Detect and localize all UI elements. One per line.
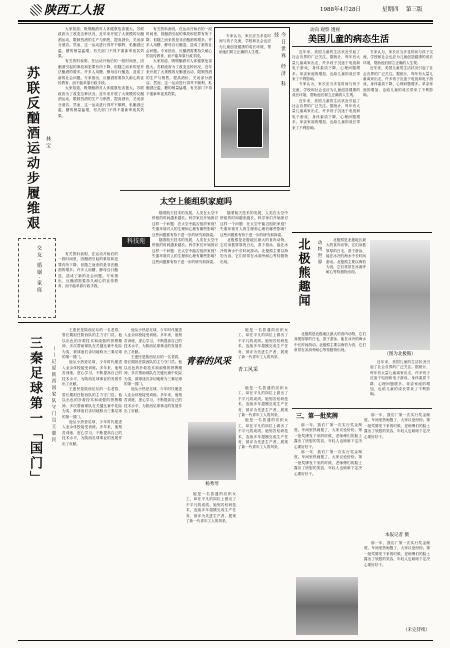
polarbear-text-right xyxy=(370,360,430,402)
masthead-rule xyxy=(18,20,433,22)
article-football xyxy=(62,328,122,638)
article-football-col2-p3: 他从小热爱足球，少年时代便进入业余体校接受训练。多年来，他刻苦训练，虚心学习，不断提高自己的技术水平，为陕西足球事业的发展作出了贡献。 xyxy=(124,387,182,414)
football-subtitle: ——记原陕西国家队守门员王惠民 xyxy=(51,346,56,444)
masthead-ornament xyxy=(30,4,42,16)
right-banner-title: 美国儿童的病态生活 xyxy=(308,35,390,45)
polarbear-text-p1: 北极熊是北极地区最大的食肉动物，它们身披厚厚的白毛，善于游泳，能在冰冷的海水中长时间游动。北极熊主要以海豹为食，它们常常在冰洞旁耐心等待猎物出现。 xyxy=(326,238,366,275)
article-antialcohol-col2-p1: 有关资料表明，在运动开始后的一段时间里，因酗酒引起的事故和犯罪有所下降，但随之而来的是非法酿酒的增多。许多人用糖、酵母自行酿造，造成了新的社会问题。专家指出，反酗酒需要持久耐心的宣传教育，而不能单靠行政手段。 xyxy=(146,27,212,59)
youth-portrait-caption: 杨秀琴 xyxy=(205,482,219,487)
article-antialcohol-col2 xyxy=(146,27,212,187)
youth-feature-box xyxy=(184,326,290,638)
masthead-weekday: 星期四 xyxy=(382,7,399,13)
essay-col1 xyxy=(294,423,362,573)
left-headline-box xyxy=(18,26,56,236)
article-left-lower xyxy=(58,252,118,317)
essay-col2 xyxy=(364,413,430,533)
right-mid-rule xyxy=(292,232,432,233)
polarbear-kicker: 动物世界 xyxy=(317,240,322,266)
polarbear-text-right-p1: 近年来，美国儿童的生活状况引起了社会各界的广泛关注。据统计，每年有大量儿童离家出走，许多孩子沉迷于电视和电子游戏，身体素质下降，心理问题增多。单亲家庭的增加，也给儿童的成长带来了不利影响。 xyxy=(370,360,430,397)
youth-text-left-p1: 她是一名普通的纺织女工，却在平凡的岗位上做出了不平凡的成绩。她刻苦钻研技术，连续多年超额完成生产任务，被评为先进生产者，展现了新一代青年工人的风采。 xyxy=(186,492,236,524)
left-vertical-byline: 林宝 xyxy=(45,136,51,150)
article-football-p2: 他从小热爱足球，少年时代便进入业余体校接受训练。多年来，他刻苦训练，虚心学习，不断提高自己的技术水平，为陕西足球事业的发展作出了贡献。 xyxy=(62,360,122,387)
center-col-tags: 今日世界 经济 科技 xyxy=(273,32,286,89)
youth-text-main-p2: 她是一名普通的纺织女工，却在平凡的岗位上做出了不平凡的成绩。她刻苦钻研技术，连续多年超额完成生产任务，被评为先进生产者，展现了新一代青年工人的风采。 xyxy=(238,418,288,450)
article-football-col2-p1: 他从小热爱足球，少年时代便进入业余体校接受训练。多年来，他刻苦训练，虚心学习，不断提高自己的技术水平，为陕西足球事业的发展作出了贡献。 xyxy=(124,328,182,354)
essay-col2-p1: 那一年，我们厂第一次实行奖金制度。车间里热闹极了，大家议论纷纷。第一批奖牌发下来的时候，老师傅们的脸上露出了欣慰的笑容，年轻人也暗暗下定决心要好好干。 xyxy=(364,413,430,439)
space-text-col2-p2: 北极熊是北极地区最大的食肉动物，它们身披厚厚的白毛，善于游泳，能在冰冷的海水中长时间游动。北极熊主要以海豹为食，它们常常在冰洞旁耐心等待猎物出现。 xyxy=(220,238,288,264)
masthead-date: 1988年4月28日 xyxy=(320,7,361,13)
space-title: 太空上能组织家庭吗 xyxy=(160,197,232,206)
sci-tag: 科技苑 xyxy=(122,237,150,247)
youth-text-left xyxy=(186,492,236,636)
masthead-rule-thin xyxy=(18,23,433,24)
essay-photo xyxy=(296,577,358,635)
mid-page-rule xyxy=(18,322,290,323)
article-us-children-p1: 近年来，美国儿童的生活状况引起了社会各界的广泛关注。据统计，每年有大量儿童离家出走，许多孩子沉迷于电视和电子游戏，身体素质下降，心理问题增多。单亲家庭的增加，也给儿童的成长带来了不利影响。 xyxy=(292,50,360,82)
article-us-children-p2: 专家认为，家长应当多花时间与孩子交流，学校和社会也应为儿童创造健康的成长环境，帮助他们树立正确的人生观。 xyxy=(292,82,360,98)
article-football-p3: 王惠民是陕西足坛的一名老将，曾长期担任陕西队的主力守门员。他以出色的扑救技术和顽强的拼搏精神，多次帮助球队在关键比赛中化险为夷，被球迷们亲切地称为三秦足球的第一国门。 xyxy=(62,387,122,419)
essay-photo-credit: 本报记者 摄 xyxy=(385,533,409,538)
masthead-page: 第三版 xyxy=(406,7,423,13)
masthead-name: 陕西工人报 xyxy=(44,3,105,17)
space-text-col2 xyxy=(220,211,288,315)
page-bottom-rule xyxy=(18,640,433,641)
polarbear-caption: （图为北极熊） xyxy=(384,352,416,357)
center-feature-inset xyxy=(237,108,263,148)
polarbear-text-lower-p1: 北极熊是北极地区最大的食肉动物，它们身披厚厚的白毛，善于游泳，能在冰冷的海水中长时间游动。北极熊主要以海豹为食，它们常常在冰洞旁耐心等待猎物出现。 xyxy=(294,332,366,353)
essay-col2-lower-p1: 那一年，我们厂第一次实行奖金制度。车间里热闹极了，大家议论纷纷。第一批奖牌发下来的时候，老师傅们的脸上露出了欣慰的笑容，年轻人也暗暗下定决心要好好干。 xyxy=(364,541,430,567)
space-text-col2-p1: 随着航天技术的发展，人类在太空中停留的时间越来越长。科学家们开始探讨这样一个问题：在太空中能否组织家庭？失重环境对人的生理和心理有哪些影响？这些问题都有待于进一步的研究和探索。 xyxy=(220,211,288,237)
space-article-box xyxy=(120,190,290,318)
essay-note: （未完待续） xyxy=(403,628,430,633)
football-headline-box xyxy=(18,326,60,516)
essay-title: 三、第一批奖牌 xyxy=(296,413,339,420)
marriage-box xyxy=(18,238,56,318)
football-title: 三秦足球第一「国门」 xyxy=(27,336,42,486)
youth-title: 青春的风采 xyxy=(186,357,232,367)
space-text-col1-p1: 随着航天技术的发展，人类在太空中停留的时间越来越长。科学家们开始探讨这样一个问题：在太空中能否组织家庭？失重环境对人的生理和心理有哪些影响？这些问题都有待于进一步的研究和探索。 xyxy=(152,211,218,237)
marriage-vertical: 交友·婚姻·家庭 xyxy=(36,245,42,295)
youth-portrait xyxy=(188,422,236,480)
center-feature-text xyxy=(219,34,271,86)
article-antialcohol-p2: 有关资料表明，在运动开始后的一段时间里，因酗酒引起的事故和犯罪有所下降，但随之而来的是非法酿酒的增多。许多人用糖、酵母自行酿造，造成了新的社会问题。专家指出，反酗酒需要持久耐心的宣传教育，而不能单靠行政手段。 xyxy=(58,59,144,86)
article-antialcohol-p3: 大家知道，吸烟酗酒对人体健康危害极大。苏联政府为了改变这种状况，近年来开展了大规模的反酗酒运动，限制烈酒的生产与销售，提高酒价，关闭部分酒店。然而，这一运动进行得并不顺利，私酿酒泛滥，糖的销量猛增，有关部门不得不重新审视其效果。 xyxy=(58,86,144,118)
polarbear-photo xyxy=(370,240,430,350)
article-antialcohol-p1: 大家知道，吸烟酗酒对人体健康危害极大。苏联政府为了改变这种状况，近年来开展了大规模的反酗酒运动，限制烈酒的生产与销售，提高酒价，关闭部分酒店。然而，这一运动进行得并不顺利，私酿酒泛滥，糖的销量猛增，有关部门不得不重新审视其效果。 xyxy=(58,27,144,59)
article-us-children xyxy=(292,50,360,228)
article-football-p1: 王惠民是陕西足坛的一名老将，曾长期担任陕西队的主力守门员。他以出色的扑救技术和顽强的拼搏精神，多次帮助球队在关键比赛中化险为夷，被球迷们亲切地称为三秦足球的第一国门。 xyxy=(62,328,122,360)
polarbear-text-lower xyxy=(294,332,366,402)
right-banner-kicker: 动向 观察 透视 xyxy=(310,28,340,33)
right-banner xyxy=(292,27,432,47)
worker-tag: 青工风采 xyxy=(238,367,259,373)
space-text-col1 xyxy=(152,211,218,315)
youth-text-top-p1: 她是一名普通的纺织女工，却在平凡的岗位上做出了不平凡的成绩。她刻苦钻研技术，连续多年超额完成生产任务，被评为先进生产者，展现了新一代青年工人的风采。 xyxy=(238,328,288,360)
youth-text-main-p1: 她是一名普通的纺织女工，却在平凡的岗位上做出了不平凡的成绩。她刻苦钻研技术，连续多年超额完成生产任务，被评为先进生产者，展现了新一代青年工人的风采。 xyxy=(238,386,288,418)
article-football-col2-p2: 王惠民是陕西足坛的一名老将，曾长期担任陕西队的主力守门员。他以出色的扑救技术和顽强的拼搏精神，多次帮助球队在关键比赛中化险为夷，被球迷们亲切地称为三秦足球的第一国门。 xyxy=(124,355,182,387)
article-antialcohol-col2-p2: 大家知道，吸烟酗酒对人体健康危害极大。苏联政府为了改变这种状况，近年来开展了大规模的反酗酒运动，限制烈酒的生产与销售，提高酒价，关闭部分酒店。然而，这一运动进行得并不顺利，私酿酒泛滥，糖的销量猛增，有关部门不得不重新审视其效果。 xyxy=(146,59,212,96)
article-football-col2 xyxy=(124,328,182,638)
article-left-lower-p1: 有关资料表明，在运动开始后的一段时间里，因酗酒引起的事故和犯罪有所下降，但随之而来的是非法酿酒的增多。许多人用糖、酵母自行酿造，造成了新的社会问题。专家指出，反酗酒需要持久耐心的宣传教育，而不能单靠行政手段。 xyxy=(58,252,118,289)
youth-text-top xyxy=(238,328,288,364)
essay-col1-p1: 那一年，我们厂第一次实行奖金制度。车间里热闹极了，大家议论纷纷。第一批奖牌发下来的时候，老师傅们的脸上露出了欣慰的笑容，年轻人也暗暗下定决心要好好干。 xyxy=(294,423,362,449)
space-text-col1-p2: 随着航天技术的发展，人类在太空中停留的时间越来越长。科学家们开始探讨这样一个问题：在太空中能否组织家庭？失重环境对人的生理和心理有哪些影响？这些问题都有待于进一步的研究和探索。 xyxy=(152,238,218,264)
article-football-p4: 他从小热爱足球，少年时代便进入业余体校接受训练。多年来，他刻苦训练，虚心学习，不断提高自己的技术水平，为陕西足球事业的发展作出了贡献。 xyxy=(62,419,122,446)
article-us-children-col2-p1: 专家认为，家长应当多花时间与孩子交流，学校和社会也应为儿童创造健康的成长环境，帮助他们树立正确的人生观。 xyxy=(363,50,433,65)
article-us-children-col2 xyxy=(363,50,433,228)
left-vertical-title: 苏联反酗酒运动步履维艰 xyxy=(24,66,39,231)
masthead xyxy=(0,0,450,20)
essay-box xyxy=(292,408,432,638)
article-us-children-p3: 近年来，美国儿童的生活状况引起了社会各界的广泛关注。据统计，每年有大量儿童离家出走，许多孩子沉迷于电视和电子游戏，身体素质下降，心理问题增多。单亲家庭的增加，也给儿童的成长带来了不利影响。 xyxy=(292,98,360,130)
polarbear-text xyxy=(326,238,366,324)
center-feature-text-p1: 专家认为，家长应当多花时间与孩子交流，学校和社会也应为儿童创造健康的成长环境，帮助他们树立正确的人生观。 xyxy=(219,34,271,55)
essay-col2-lower xyxy=(364,541,430,625)
youth-text-main xyxy=(238,386,288,636)
polarbear-box xyxy=(292,236,432,404)
center-feature-box xyxy=(214,27,290,187)
essay-col1-p2: 那一年，我们厂第一次实行奖金制度。车间里热闹极了，大家议论纷纷。第一批奖牌发下来的时候，老师傅们的脸上露出了欣慰的笑容，年轻人也暗暗下定决心要好好干。 xyxy=(294,450,362,476)
article-us-children-col2-p2: 近年来，美国儿童的生活状况引起了社会各界的广泛关注。据统计，每年有大量儿童离家出走，许多孩子沉迷于电视和电子游戏，身体素质下降，心理问题增多。单亲家庭的增加，也给儿童的成长带来了不利影响。 xyxy=(363,66,433,98)
polarbear-title: 北极熊趣闻 xyxy=(297,238,311,308)
